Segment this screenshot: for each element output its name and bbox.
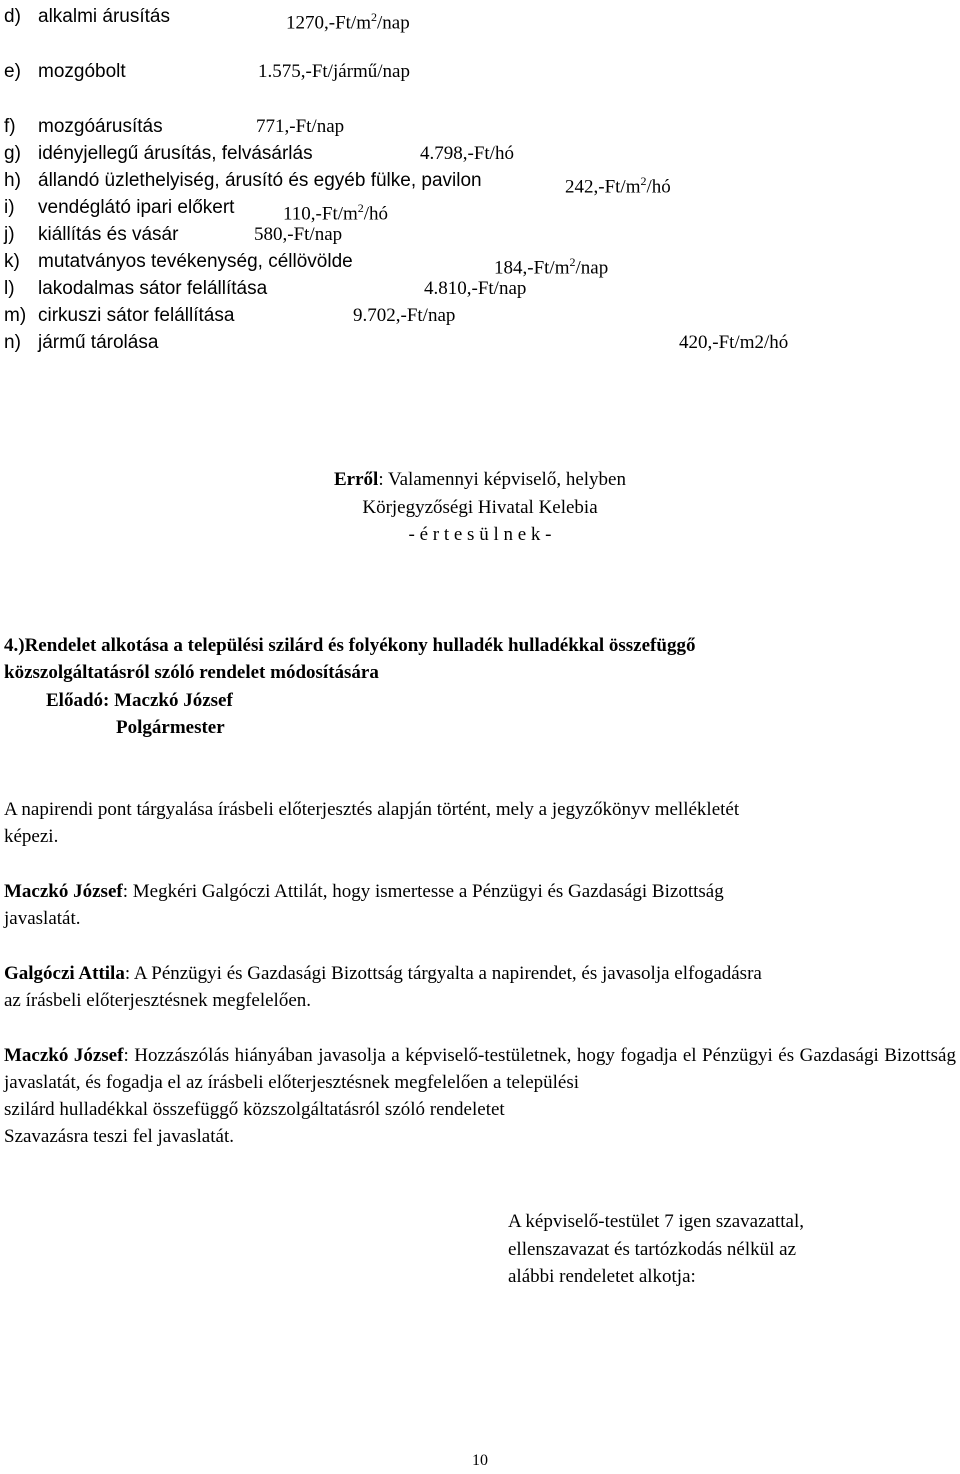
paragraph-line: javaslatát. bbox=[4, 908, 81, 929]
fee-marker: j) bbox=[4, 224, 15, 245]
fee-label: vendéglátó ipari előkert bbox=[38, 197, 235, 218]
paragraph-2 bbox=[4, 878, 956, 932]
paragraph-line: A napirendi pont tárgyalása írásbeli előterjesztés alapján történt, mely a jegyzőkönyv mellékletét bbox=[4, 799, 740, 820]
paragraph-line: képezi. bbox=[4, 826, 59, 847]
agenda-title-line1: 4.)Rendelet alkotása a települési szilárd és folyékony hulladék hulladékkal összefüggő bbox=[4, 635, 696, 656]
fee-marker: k) bbox=[4, 251, 20, 272]
speaker-name: Galgóczi Attila: A Pénzügyi és Gazdasági Bizottság tárgyalta a napirendet, és javasolja elfogadásra bbox=[4, 963, 762, 984]
fee-marker: i) bbox=[4, 197, 15, 218]
paragraph-3 bbox=[4, 960, 956, 1014]
fee-marker: d) bbox=[4, 6, 21, 27]
fee-value: $110,-Ft/m^2/hó$ bbox=[283, 201, 389, 225]
fee-value: $1270,-Ft/m^2$/nap bbox=[286, 10, 410, 34]
notice-line-2: Körjegyzőségi Hivatal Kelebia bbox=[362, 497, 598, 518]
fee-label: mozgóbolt bbox=[38, 61, 126, 82]
fee-label: idényjellegű árusítás, felvásárlás bbox=[38, 143, 313, 164]
fee-value: 771,-Ft/nap bbox=[256, 116, 345, 137]
fee-value: 420,-Ft/m2/hó bbox=[679, 332, 789, 353]
fee-marker: g) bbox=[4, 143, 21, 164]
fee-value: $184,-Ft/m^2$/nap bbox=[494, 255, 609, 279]
fee-marker: h) bbox=[4, 170, 21, 191]
fee-marker: f) bbox=[4, 116, 16, 137]
presenter: Előadó: Maczkó József bbox=[46, 690, 233, 711]
resolution-line-2: ellenszavazat és tartózkodás nélkül az bbox=[508, 1239, 797, 1260]
page-number: 10 bbox=[472, 1452, 488, 1469]
speaker-name: Maczkó József: Megkéri Galgóczi Attilát, hogy ismertesse a Pénzügyi és Gazdasági Bizottság bbox=[4, 881, 724, 902]
paragraph-1 bbox=[4, 796, 956, 850]
notice-line-3: - é r t e s ü l n e k - bbox=[408, 524, 552, 545]
agenda-title-line2: közszolgáltatásról szóló rendelet módosítására bbox=[4, 662, 379, 683]
paragraph-line: az írásbeli előterjesztésnek megfelelően. bbox=[4, 990, 312, 1011]
fee-label: lakodalmas sátor felállítása bbox=[38, 278, 268, 299]
paragraph-4 bbox=[4, 1042, 956, 1150]
resolution-line-1: A képviselő-testület 7 igen szavazattal, bbox=[508, 1211, 804, 1232]
fee-marker: e) bbox=[4, 61, 21, 82]
resolution-line-3: alábbi rendeletet alkotja: bbox=[508, 1266, 696, 1287]
notice-line-1: Erről: Valamennyi képviselő, helyben bbox=[334, 469, 626, 490]
fee-value: 4.798,-Ft/hó bbox=[420, 143, 514, 164]
paragraph-line: szilárd hulladékkal összefüggő közszolgáltatásról szóló rendeletet bbox=[4, 1099, 505, 1120]
fee-label: mozgóárusítás bbox=[38, 116, 163, 137]
fee-label: kiállítás és vásár bbox=[38, 224, 179, 245]
fee-value: 580,-Ft/nap bbox=[254, 224, 343, 245]
fee-marker: n) bbox=[4, 332, 21, 353]
agenda-title bbox=[4, 632, 956, 686]
fee-marker: m) bbox=[4, 305, 27, 326]
paragraph-line: és Gazdasági Bizottság javaslatát, és fogadja el az írásbeli előterjesztésnek megfelelően a települési bbox=[4, 1045, 956, 1093]
presenter-role: Polgármester bbox=[116, 717, 225, 738]
fee-value: 4.810,-Ft/nap bbox=[424, 278, 527, 299]
fee-value: 1.575,-Ft/jármű/nap bbox=[258, 61, 410, 82]
fee-label: mutatványos tevékenység, céllövölde bbox=[38, 251, 353, 272]
fee-value: 9.702,-Ft/nap bbox=[353, 305, 456, 326]
fee-label: állandó üzlethelyiség, árusító és egyéb fülke, pavilon bbox=[38, 170, 482, 191]
speaker-name: Maczkó József: Hozzászólás hiányában javasolja a képviselő-testületnek, hogy fogadja el Pénzügyi bbox=[4, 1045, 773, 1066]
fee-label: cirkuszi sátor felállítása bbox=[38, 305, 235, 326]
fee-label: alkalmi árusítás bbox=[38, 6, 170, 27]
fee-marker: l) bbox=[4, 278, 15, 299]
fee-label: jármű tárolása bbox=[38, 332, 159, 353]
fee-value: $242,-Ft/m^2/hó$ bbox=[565, 174, 671, 198]
paragraph-line: Szavazásra teszi fel javaslatát. bbox=[4, 1126, 234, 1147]
